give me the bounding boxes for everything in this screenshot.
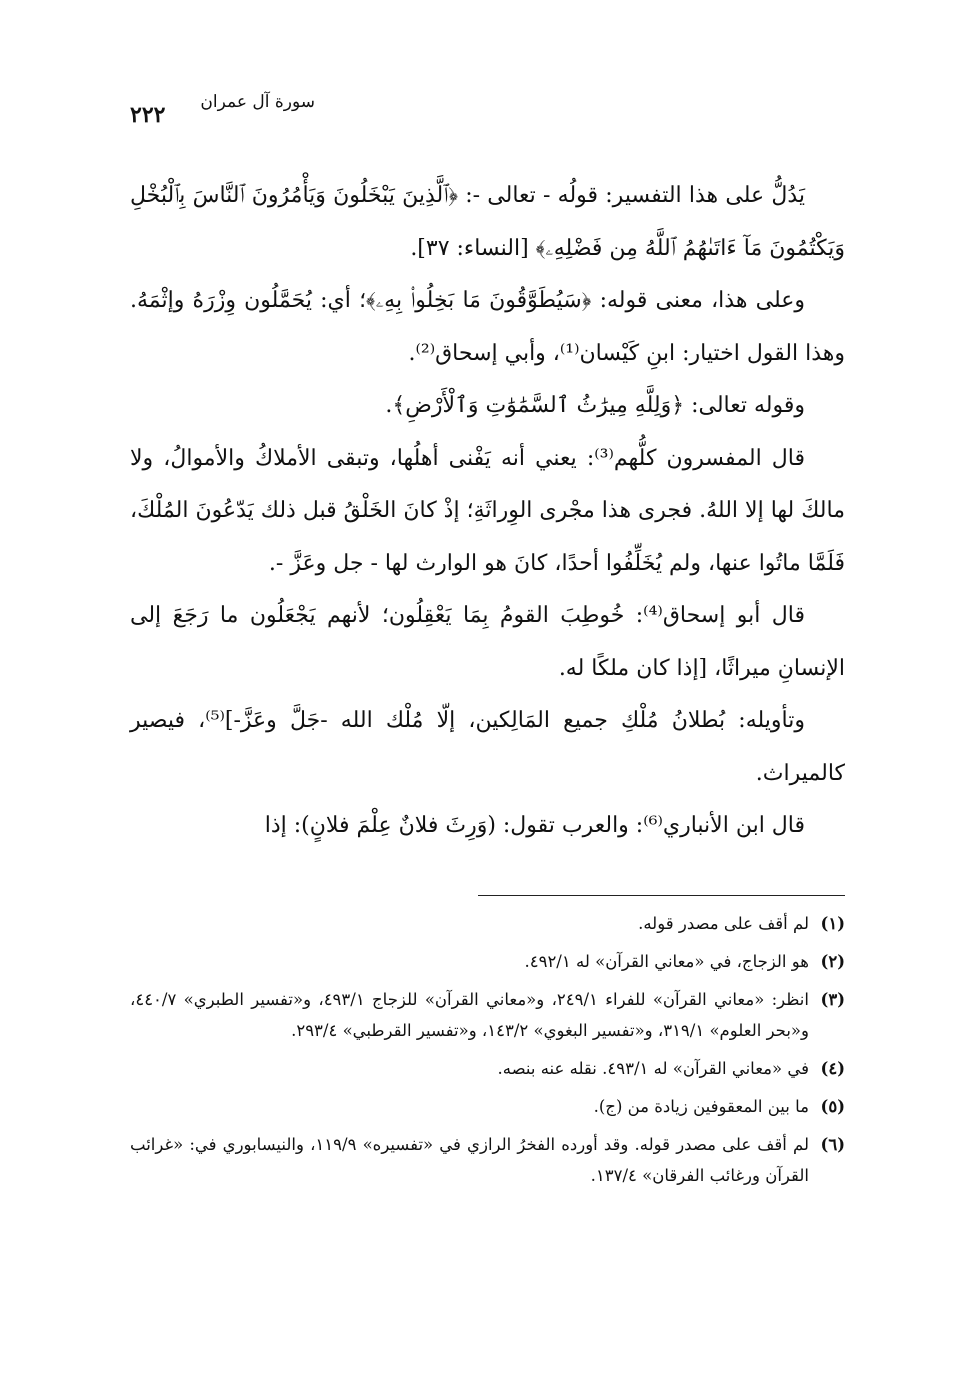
footnote-number: (٣) xyxy=(820,990,845,1009)
footnote-number: (٦) xyxy=(820,1135,845,1154)
paragraph: وقوله تعالى: ﴿وَلِلَّهِ مِيرَٰثُ ٱلسَّمَٰوَٰتِ وَٱلْأَرْضِ﴾. xyxy=(385,393,805,418)
footnote xyxy=(130,1129,845,1191)
paragraph: وتأويله: بُطلانُ مُلْكِ جميع المَالِكين، إلّا مُلْك الله -جَلَّ وعَزَّ-]⁽⁵⁾، فيصير كالميراث. xyxy=(130,708,845,786)
footnote xyxy=(130,1053,845,1084)
footnote-text: لم أقف على مصدر قوله. xyxy=(638,914,809,933)
paragraph: قال أبو إسحاق⁽⁴⁾: خُوطِبَ القومُ بِمَا يَعْقِلُون؛ لأنهم يَجْعَلُون ما رَجَعَ إلى الإنسانِ ميراثًا، [إذا كان ملكًا له. xyxy=(130,603,845,681)
running-head xyxy=(130,92,845,132)
surah-title: سورة آل عمران xyxy=(200,92,315,112)
footnote-number: (٥) xyxy=(820,1097,845,1116)
page-number: ٢٢٢ xyxy=(130,102,166,128)
footnote-divider xyxy=(478,895,845,896)
paragraph: قال المفسرون كلُّهم⁽³⁾: يعني أنه يَفْنى أهلُها، وتبقى الأملاكُ والأموالُ، ولا مالكَ لها إلا اللهُ. فجرى هذا مجْرى الوِراثَةِ؛ إذْ كانَ الخَلْقُ قبل ذلك يَدّعُونَ المُلْكَ، فَلَمَّا ماتُوا عنها، ولم يُخَلِّفُوا أحدًا، كانَ هو الوارث لها - جل وعَزَّ -. xyxy=(130,445,845,576)
footnote xyxy=(130,984,845,1046)
footnote-text: انظر: «معاني القرآن» للفراء ٢٤٩/١، و«معاني القرآن» للزجاج ٤٩٣/١، و«تفسير الطبري» ٤٤٠/٧، و«بحر العلوم» ٣١٩/١، و«تفسير البغوي» ١٤٣/٢، و«تفسير القرطبي» ٢٩٣/٤. xyxy=(130,990,809,1040)
footnote xyxy=(130,946,845,977)
footnote-text: هو الزجاج، في «معاني القرآن» له ٤٩٢/١. xyxy=(524,952,809,971)
main-text xyxy=(130,170,845,853)
footnote-text: في «معاني القرآن» له ٤٩٣/١. نقله عنه بنصه. xyxy=(497,1059,809,1078)
footnotes xyxy=(130,908,845,1198)
paragraph: يَدُلُّ على هذا التفسير: قولُه - تعالى -: ﴿ٱلَّذِينَ يَبْخَلُونَ وَيَأْمُرُونَ ٱلنَّاسَ بِٱلْبُخْلِ وَيَكْتُمُونَ مَآ ءَاتَىٰهُمُ ٱللَّهُ مِن فَضْلِهِۦ﴾ [النساء: ٣٧]. xyxy=(130,183,845,261)
footnote-number: (٢) xyxy=(820,952,845,971)
footnote-number: (١) xyxy=(820,914,845,933)
footnote-text: ما بين المعقوفين زيادة من (ج). xyxy=(593,1097,809,1116)
paragraph: قال ابن الأنباري⁽⁶⁾: والعرب تقول: (وَرِثَ فلانٌ عِلْمَ فلانٍ): إذا xyxy=(264,813,805,838)
footnote-text: لم أقف على مصدر قوله. وقد أورده الفخرُ الرازي في «تفسيره» ١١٩/٩، والنيسابوري في: «غرائب القرآن ورغائب الفرقان» ١٣٧/٤. xyxy=(130,1135,809,1185)
footnote xyxy=(130,908,845,939)
footnote xyxy=(130,1091,845,1122)
paragraph: وعلى هذا، معنى قوله: ﴿سَيُطَوَّقُونَ مَا بَخِلُوا۟ بِهِۦ﴾؛ أي: يُحَمَّلُون وِزْرَهُ وإثْمَهُ. وهذا القول اختيار: ابنِ كَيْسان⁽¹⁾، وأبي إسحاق⁽²⁾. xyxy=(130,288,845,366)
footnote-number: (٤) xyxy=(820,1059,845,1078)
